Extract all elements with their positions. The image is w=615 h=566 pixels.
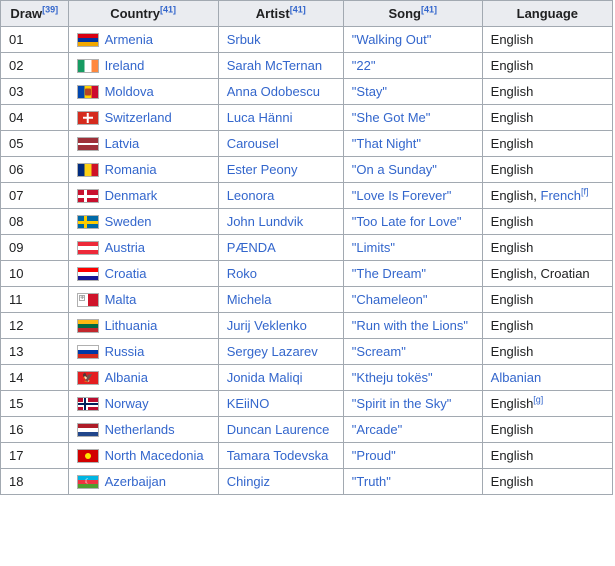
cell-language xyxy=(482,261,612,287)
artist-link[interactable]: Leonora xyxy=(226,188,275,203)
flag-icon xyxy=(77,111,99,125)
country-link[interactable]: Azerbaijan xyxy=(104,474,166,489)
cell-language xyxy=(482,183,612,209)
ref-marker[interactable]: [39] xyxy=(42,4,59,15)
cell-draw: 03 xyxy=(1,79,69,105)
song-link[interactable]: "Walking Out" xyxy=(351,32,432,47)
cell-language xyxy=(482,105,612,131)
language-label: English xyxy=(490,136,534,151)
cell-song xyxy=(343,287,482,313)
table-row xyxy=(1,261,613,287)
cell-draw: 16 xyxy=(1,417,69,443)
song-link[interactable]: "Run with the Lions" xyxy=(351,318,468,333)
language-label: English xyxy=(490,32,534,47)
song-link[interactable]: "Too Late for Love" xyxy=(351,214,462,229)
cell-draw: 11 xyxy=(1,287,69,313)
artist-link[interactable]: KEiiNO xyxy=(226,396,270,411)
cell-song xyxy=(343,417,482,443)
table-row xyxy=(1,157,613,183)
cell-song xyxy=(343,339,482,365)
table-row xyxy=(1,209,613,235)
artist-link[interactable]: Sarah McTernan xyxy=(226,58,323,73)
cell-draw: 05 xyxy=(1,131,69,157)
cell-language xyxy=(482,365,612,391)
language-label: English xyxy=(490,448,534,463)
song-link[interactable]: "On a Sunday" xyxy=(351,162,437,177)
cell-country xyxy=(68,209,218,235)
cell-language xyxy=(482,443,612,469)
country-link[interactable]: Russia xyxy=(104,344,145,359)
language-label: English xyxy=(490,84,534,99)
cell-song xyxy=(343,313,482,339)
flag-icon xyxy=(77,33,99,47)
flag-icon: ✚ xyxy=(77,293,99,307)
cell-country xyxy=(68,417,218,443)
flag-icon xyxy=(77,163,99,177)
cell-draw: 18 xyxy=(1,469,69,495)
cell-draw: 06 xyxy=(1,157,69,183)
cell-song xyxy=(343,365,482,391)
song-link[interactable]: "22" xyxy=(351,58,376,73)
cell-language xyxy=(482,287,612,313)
table-row xyxy=(1,183,613,209)
country-link[interactable]: North Macedonia xyxy=(104,448,204,463)
artist-link[interactable]: Michela xyxy=(226,292,272,307)
cell-artist xyxy=(218,53,343,79)
cell-language xyxy=(482,469,612,495)
flag-icon xyxy=(77,59,99,73)
country-link[interactable]: Albania xyxy=(104,370,148,385)
cell-language xyxy=(482,391,612,417)
table-row xyxy=(1,443,613,469)
table-row xyxy=(1,469,613,495)
cell-song xyxy=(343,443,482,469)
table-row xyxy=(1,365,613,391)
artist-link[interactable]: Chingiz xyxy=(226,474,271,489)
cell-country xyxy=(68,469,218,495)
column-header-draw[interactable] xyxy=(1,1,69,27)
flag-icon xyxy=(77,137,99,151)
cell-artist xyxy=(218,157,343,183)
language-label: English xyxy=(490,162,534,177)
language-label: English xyxy=(490,474,534,489)
ref-marker[interactable]: [41] xyxy=(289,4,306,15)
flag-icon: 🦅 xyxy=(77,371,99,385)
cell-song xyxy=(343,105,482,131)
country-link[interactable]: Switzerland xyxy=(104,110,172,125)
ref-marker[interactable]: [41] xyxy=(160,4,177,15)
country-link[interactable]: Austria xyxy=(104,240,146,255)
cell-draw: 07 xyxy=(1,183,69,209)
cell-draw: 13 xyxy=(1,339,69,365)
artist-link[interactable]: Tamara Todevska xyxy=(226,448,329,463)
footnote-marker[interactable]: [g] xyxy=(533,394,544,405)
cell-country xyxy=(68,287,218,313)
footnote-marker[interactable]: [f] xyxy=(581,186,589,197)
flag-icon xyxy=(77,189,99,203)
artist-link[interactable]: Jurij Veklenko xyxy=(226,318,307,333)
language-label: English xyxy=(490,344,534,359)
cell-country xyxy=(68,53,218,79)
song-link[interactable]: "The Dream" xyxy=(351,266,427,281)
artist-link[interactable]: Roko xyxy=(226,266,258,281)
language-label: English xyxy=(490,240,534,255)
cell-language xyxy=(482,53,612,79)
cell-country xyxy=(68,79,218,105)
song-link[interactable]: "Proud" xyxy=(351,448,396,463)
cell-artist xyxy=(218,469,343,495)
cell-song xyxy=(343,469,482,495)
language-label: English xyxy=(490,396,534,411)
cell-draw: 02 xyxy=(1,53,69,79)
artist-link[interactable]: Sergey Lazarev xyxy=(226,344,318,359)
country-link[interactable]: Latvia xyxy=(104,136,140,151)
cell-language xyxy=(482,27,612,53)
cell-language xyxy=(482,79,612,105)
cell-song xyxy=(343,157,482,183)
cell-draw: 15 xyxy=(1,391,69,417)
cell-artist xyxy=(218,209,343,235)
country-link[interactable]: Denmark xyxy=(104,188,158,203)
country-link[interactable]: Netherlands xyxy=(104,422,175,437)
language-label: English xyxy=(490,318,534,333)
ref-marker[interactable]: [41] xyxy=(420,4,437,15)
cell-language xyxy=(482,131,612,157)
language-label[interactable]: Albanian xyxy=(490,370,542,385)
column-header-artist[interactable] xyxy=(218,1,343,27)
cell-country xyxy=(68,183,218,209)
song-link[interactable]: "Truth" xyxy=(351,474,391,489)
table-body xyxy=(1,27,613,495)
artist-link[interactable]: Duncan Laurence xyxy=(226,422,330,437)
cell-country xyxy=(68,365,218,391)
country-link[interactable]: Malta xyxy=(104,292,137,307)
column-header-artist-label: Artist xyxy=(255,6,290,21)
song-link[interactable]: "Chameleon" xyxy=(351,292,428,307)
table-header-row xyxy=(1,1,613,27)
country-link[interactable]: Moldova xyxy=(104,84,154,99)
country-link[interactable]: Lithuania xyxy=(104,318,158,333)
cell-language xyxy=(482,157,612,183)
cell-artist xyxy=(218,183,343,209)
cell-country xyxy=(68,391,218,417)
cell-artist xyxy=(218,391,343,417)
cell-country xyxy=(68,443,218,469)
cell-song xyxy=(343,183,482,209)
cell-artist xyxy=(218,79,343,105)
artist-link[interactable]: Ester Peony xyxy=(226,162,298,177)
table-row xyxy=(1,79,613,105)
table-row xyxy=(1,313,613,339)
cell-country xyxy=(68,235,218,261)
artist-link[interactable]: John Lundvik xyxy=(226,214,304,229)
cell-artist xyxy=(218,131,343,157)
cell-draw: 09 xyxy=(1,235,69,261)
cell-language xyxy=(482,209,612,235)
column-header-language[interactable] xyxy=(482,1,612,27)
song-link[interactable]: "Love Is Forever" xyxy=(351,188,452,203)
cell-country xyxy=(68,261,218,287)
language-label: English, Croatian xyxy=(490,266,590,281)
flag-icon xyxy=(77,397,99,411)
cell-artist xyxy=(218,235,343,261)
table-row xyxy=(1,105,613,131)
song-link[interactable]: "That Night" xyxy=(351,136,421,151)
cell-country xyxy=(68,27,218,53)
table-row xyxy=(1,391,613,417)
flag-icon xyxy=(77,215,99,229)
song-link[interactable]: "Arcade" xyxy=(351,422,403,437)
cell-artist xyxy=(218,313,343,339)
cell-country xyxy=(68,339,218,365)
table-row xyxy=(1,53,613,79)
cell-artist xyxy=(218,105,343,131)
flag-icon xyxy=(77,449,99,463)
cell-draw: 08 xyxy=(1,209,69,235)
cell-song xyxy=(343,235,482,261)
cell-song xyxy=(343,261,482,287)
song-link[interactable]: "Spirit in the Sky" xyxy=(351,396,452,411)
artist-link[interactable]: Luca Hänni xyxy=(226,110,293,125)
cell-song xyxy=(343,79,482,105)
table-row xyxy=(1,287,613,313)
cell-country xyxy=(68,131,218,157)
language-link-extra[interactable]: French xyxy=(540,188,581,203)
cell-song xyxy=(343,27,482,53)
cell-artist xyxy=(218,339,343,365)
table-row xyxy=(1,235,613,261)
flag-icon: ☾ xyxy=(77,475,99,489)
country-link[interactable]: Croatia xyxy=(104,266,147,281)
table-row xyxy=(1,339,613,365)
cell-artist xyxy=(218,27,343,53)
table-row xyxy=(1,417,613,443)
column-header-draw-label: Draw xyxy=(10,6,43,21)
flag-icon xyxy=(77,85,99,99)
cell-song xyxy=(343,391,482,417)
artist-link[interactable]: Anna Odobescu xyxy=(226,84,320,99)
song-link[interactable]: "Ktheju tokës" xyxy=(351,370,433,385)
cell-draw: 12 xyxy=(1,313,69,339)
country-link[interactable]: Romania xyxy=(104,162,157,177)
cell-draw: 10 xyxy=(1,261,69,287)
cell-song xyxy=(343,131,482,157)
cell-draw: 17 xyxy=(1,443,69,469)
flag-icon xyxy=(77,423,99,437)
country-link[interactable]: Armenia xyxy=(104,32,153,47)
cell-artist xyxy=(218,417,343,443)
cell-draw: 04 xyxy=(1,105,69,131)
country-link[interactable]: Ireland xyxy=(104,58,145,73)
artist-link[interactable]: Jonida Maliqi xyxy=(226,370,303,385)
column-header-country-label: Country xyxy=(110,6,161,21)
cell-draw: 01 xyxy=(1,27,69,53)
artist-link[interactable]: Srbuk xyxy=(226,32,261,47)
column-header-language-label: Language xyxy=(516,6,579,21)
cell-language xyxy=(482,235,612,261)
cell-language xyxy=(482,339,612,365)
cell-language xyxy=(482,417,612,443)
cell-draw: 14 xyxy=(1,365,69,391)
artist-link[interactable]: PÆNDA xyxy=(226,240,276,255)
artist-link[interactable]: Carousel xyxy=(226,136,279,151)
song-link[interactable]: "Limits" xyxy=(351,240,395,255)
cell-country xyxy=(68,105,218,131)
country-link[interactable]: Norway xyxy=(104,396,149,411)
cell-artist xyxy=(218,443,343,469)
country-link[interactable]: Sweden xyxy=(104,214,152,229)
cell-song xyxy=(343,209,482,235)
flag-icon xyxy=(77,319,99,333)
column-header-country[interactable] xyxy=(68,1,218,27)
flag-icon xyxy=(77,241,99,255)
song-link[interactable]: "Scream" xyxy=(351,344,406,359)
cell-artist xyxy=(218,365,343,391)
cell-language xyxy=(482,313,612,339)
flag-icon xyxy=(77,345,99,359)
language-label: English, xyxy=(490,188,541,203)
song-link[interactable]: "She Got Me" xyxy=(351,110,431,125)
language-label: English xyxy=(490,422,534,437)
table-row xyxy=(1,131,613,157)
cell-country xyxy=(68,313,218,339)
flag-icon xyxy=(77,267,99,281)
cell-artist xyxy=(218,287,343,313)
cell-artist xyxy=(218,261,343,287)
column-header-song-label: Song xyxy=(388,6,421,21)
table-row xyxy=(1,27,613,53)
cell-country xyxy=(68,157,218,183)
language-label: English xyxy=(490,110,534,125)
language-label: English xyxy=(490,214,534,229)
cell-song xyxy=(343,53,482,79)
language-label: English xyxy=(490,292,534,307)
column-header-song[interactable] xyxy=(343,1,482,27)
song-link[interactable]: "Stay" xyxy=(351,84,388,99)
language-label: English xyxy=(490,58,534,73)
